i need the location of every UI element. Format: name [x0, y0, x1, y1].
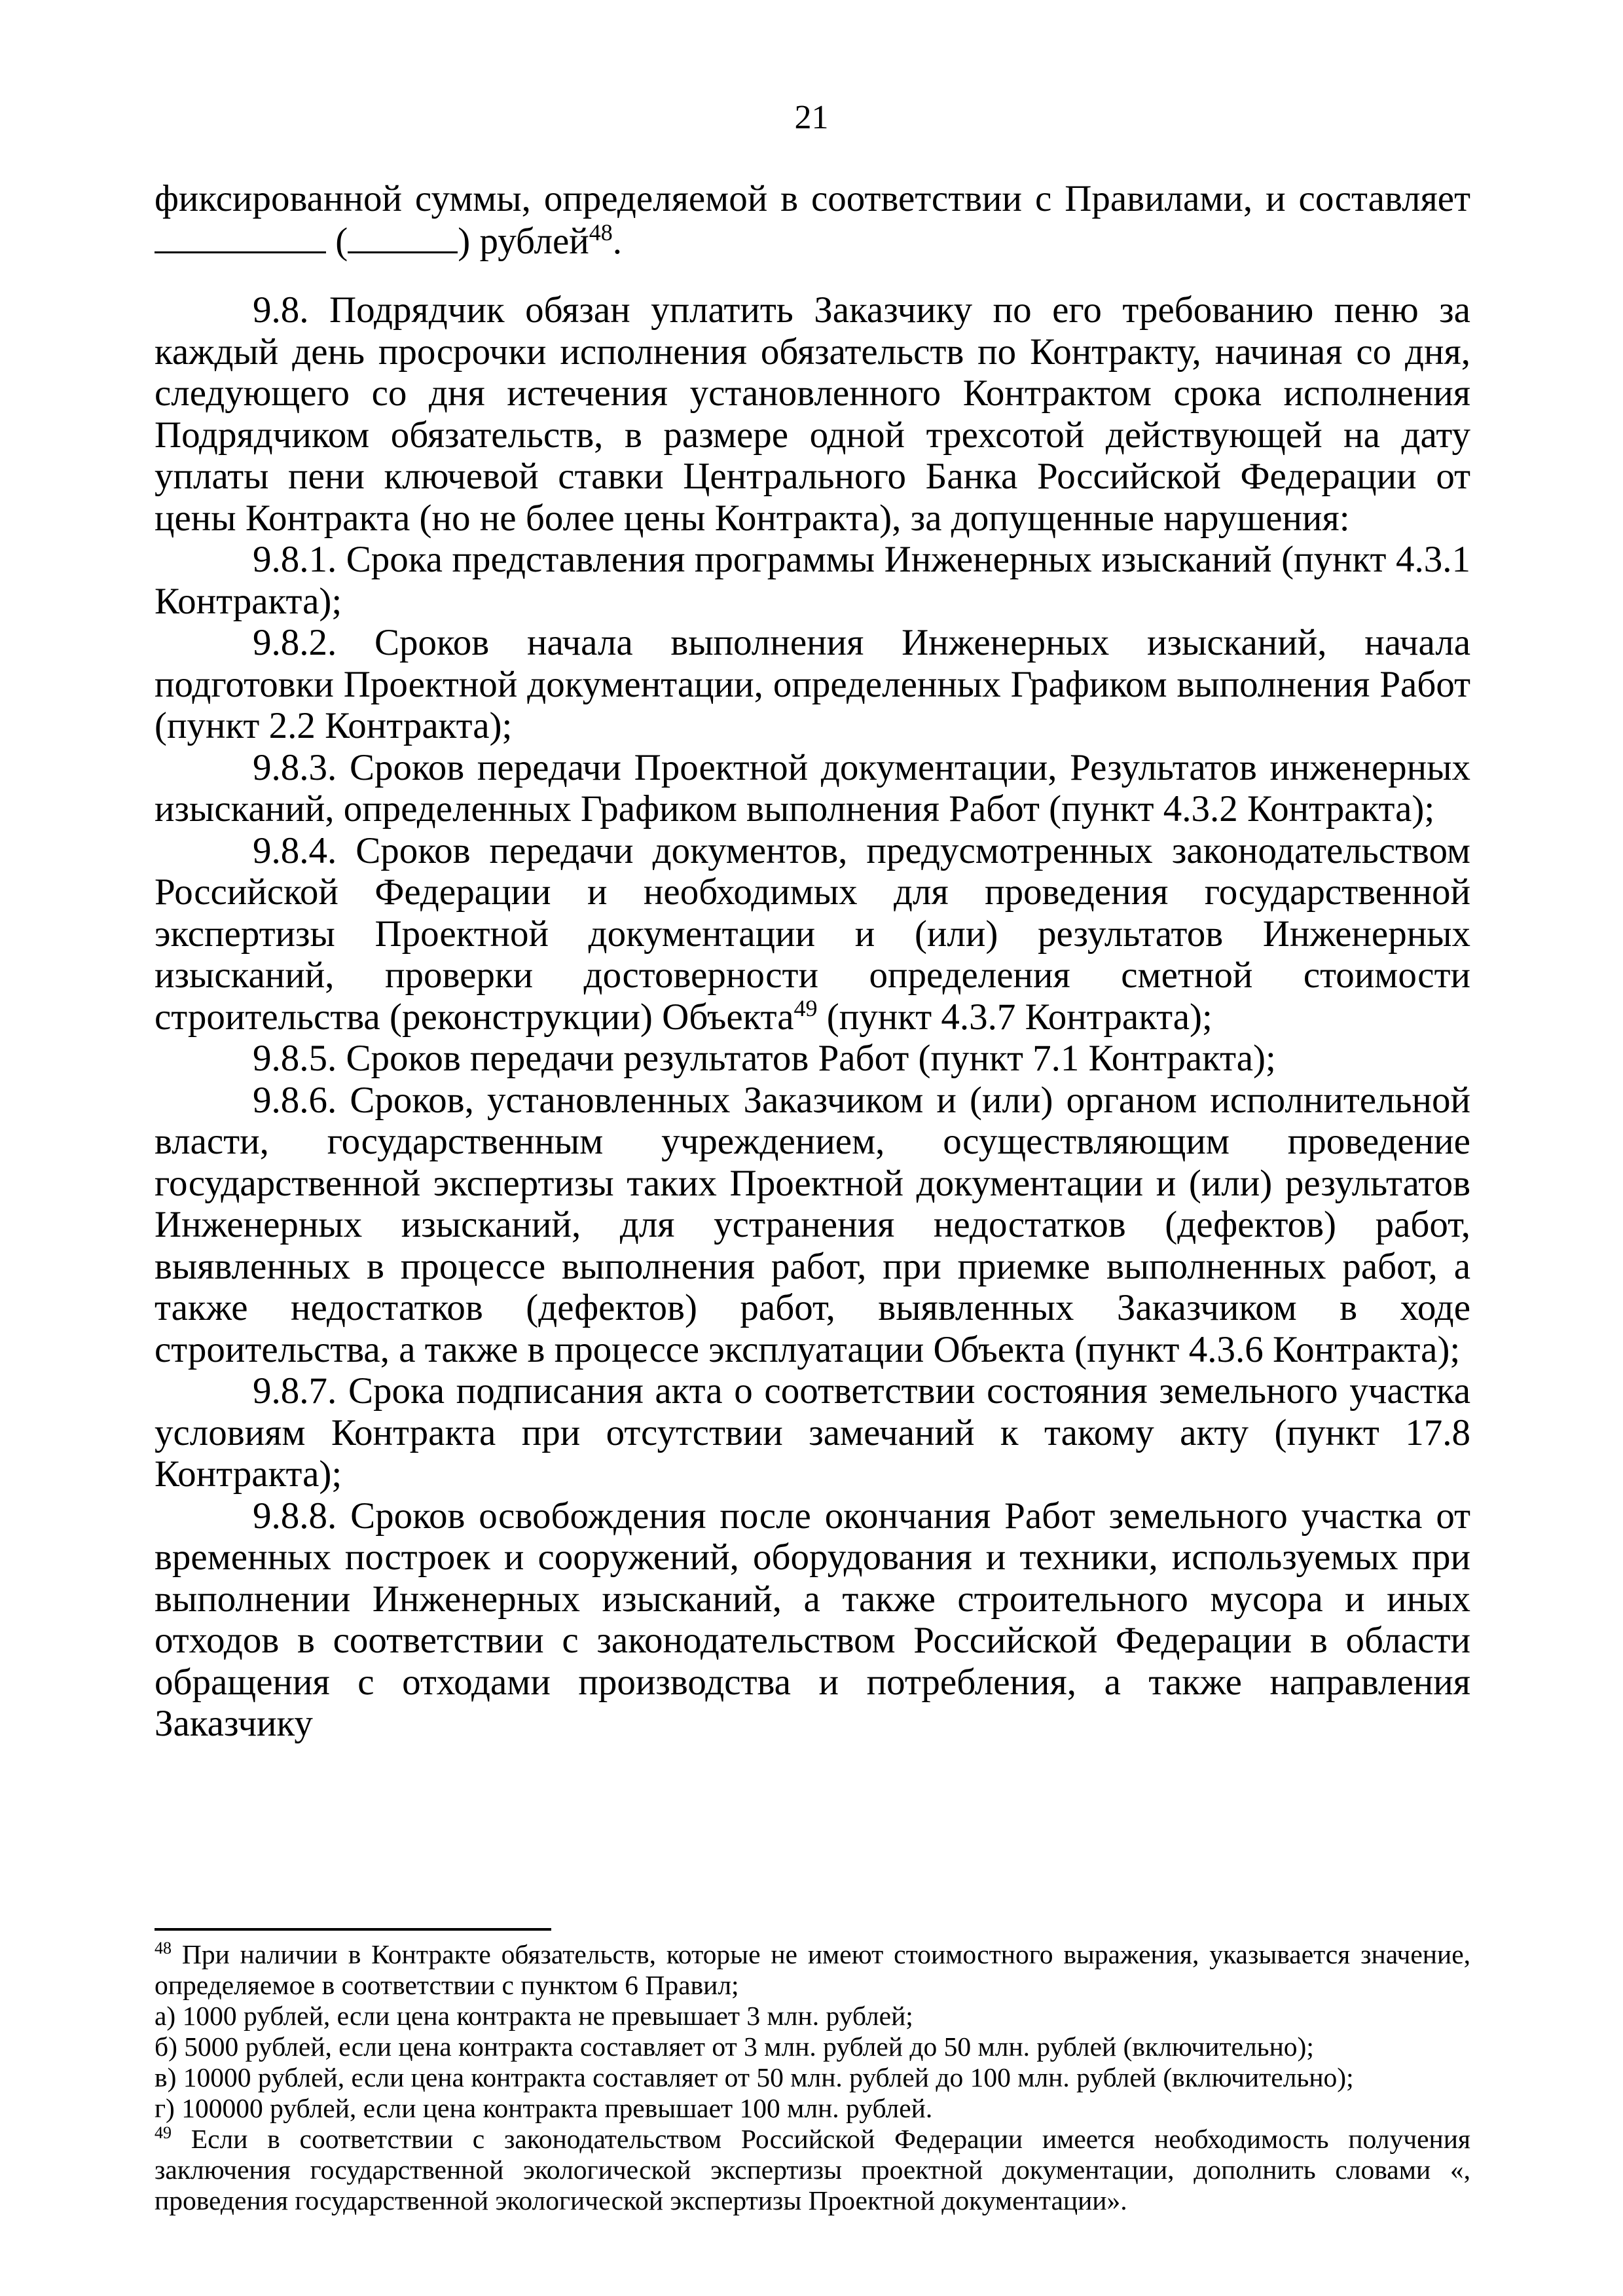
- clause-9-8-7: 9.8.7. Срока подписания акта о соответствии состояния земельного участка условиям Контракта при отсутствии замечаний к такому акту (пункт 17.8 Контракта);: [155, 1370, 1470, 1495]
- footnote-number-48: 48: [155, 1939, 172, 1958]
- clause-9-8-4-text: 9.8.4. Сроков передачи документов, предусмотренных законодательством Российской Федерации и необходимых для проведения государственной экспертизы Проектной документации и (или) результатов Инженерных изысканий, проверки достоверности определения сметной стоимости строительства (реконструкции) Объекта: [155, 829, 1470, 1038]
- clause-9-8: 9.8. Подрядчик обязан уплатить Заказчику по его требованию пеню за каждый день просрочки исполнения обязательств по Контракту, начиная со дня, следующего со дня истечения установленного Контрактом срока исполнения Подрядчиком обязательств, в размере одной трехсотой действующей на дату уплаты пени ключевой ставки Центрального Банка Российской Федерации от цены Контракта (но не более цены Контракта), за допущенные нарушения:: [155, 289, 1470, 539]
- clause-9-8-3: 9.8.3. Сроков передачи Проектной документации, Результатов инженерных изысканий, определенных Графиком выполнения Работ (пункт 4.3.2 Контракта);: [155, 746, 1470, 829]
- footnote-ref-49: 49: [793, 994, 818, 1021]
- footnote-48-item-d: г) 100000 рублей, если цена контракта превышает 100 млн. рублей.: [155, 2093, 933, 2123]
- footnote-48-item-b: б) 5000 рублей, если цена контракта составляет от 3 млн. рублей до 50 млн. рублей (включительно);: [155, 2032, 1314, 2062]
- clause-9-8-4-ref: (пункт 4.3.7 Контракта);: [817, 996, 1213, 1038]
- page-number: 21: [794, 99, 829, 136]
- footnote-49-text: Если в соответствии с законодательством Российской Федерации имеется необходимость получения заключения государственной экологической экспертизы проектной документации, дополнить словами «, проведения государственной экологической экспертизы Проектной документации».: [155, 2124, 1470, 2215]
- clause-9-8-8: 9.8.8. Сроков освобождения после окончания Работ земельного участка от временных построек и сооружений, оборудования и техники, используемых при выполнении Инженерных изысканий, а также строительного мусора и иных отходов в соответствии с законодательством Российской Федерации в области обращения с отходами производства и потребления, а также направления Заказчику: [155, 1495, 1470, 1744]
- fill-in-blank-words: [348, 220, 458, 253]
- footnotes: [155, 1939, 1470, 2216]
- paragraph-text: фиксированной суммы, определяемой в соответствии с Правилами, и составляет: [155, 178, 1470, 219]
- footnote-separator: [155, 1928, 551, 1931]
- fill-in-blank-amount: [155, 220, 326, 253]
- paragraph-fixed-sum: [155, 178, 1470, 262]
- footnote-48-item-c: в) 10000 рублей, если цена контракта составляет от 50 млн. рублей до 100 млн. рублей (включительно);: [155, 2062, 1354, 2092]
- footnote-48-item-a: а) 1000 рублей, если цена контракта не превышает 3 млн. рублей;: [155, 2001, 913, 2031]
- footnote-ref-48: 48: [589, 219, 613, 246]
- footnote-48-text: При наличии в Контракте обязательств, которые не имеют стоимостного выражения, указывается значение, определяемое в соответствии с пунктом 6 Правил;: [155, 1939, 1470, 2000]
- paren-open: (: [326, 220, 348, 262]
- clause-9-8-1: 9.8.1. Срока представления программы Инженерных изысканий (пункт 4.3.1 Контракта);: [155, 539, 1470, 622]
- period: .: [612, 220, 623, 262]
- clause-9-8-4: [155, 830, 1470, 1038]
- rubles-label: ) рублей: [458, 220, 589, 262]
- clause-9-8-6: 9.8.6. Сроков, установленных Заказчиком и (или) органом исполнительной власти, государственным учреждением, осуществляющим проведение государственной экспертизы таких Проектной документации и (или) результатов Инженерных изысканий, для устранения недостатков (дефектов) работ, выявленных в процессе выполнения работ, при приемке выполненных работ, а также недостатков (дефектов) работ, выявленных Заказчиком в ходе строительства, а также в процессе эксплуатации Объекта (пункт 4.3.6 Контракта);: [155, 1079, 1470, 1370]
- clause-9-8-2: 9.8.2. Сроков начала выполнения Инженерных изысканий, начала подготовки Проектной документации, определенных Графиком выполнения Работ (пункт 2.2 Контракта);: [155, 622, 1470, 746]
- clause-9-8-5: 9.8.5. Сроков передачи результатов Работ (пункт 7.1 Контракта);: [253, 1038, 1276, 1079]
- document-body: [155, 178, 1470, 1745]
- footnote-number-49: 49: [155, 2123, 172, 2143]
- footnote-49: [155, 2124, 1470, 2216]
- footnote-48: [155, 1939, 1470, 2001]
